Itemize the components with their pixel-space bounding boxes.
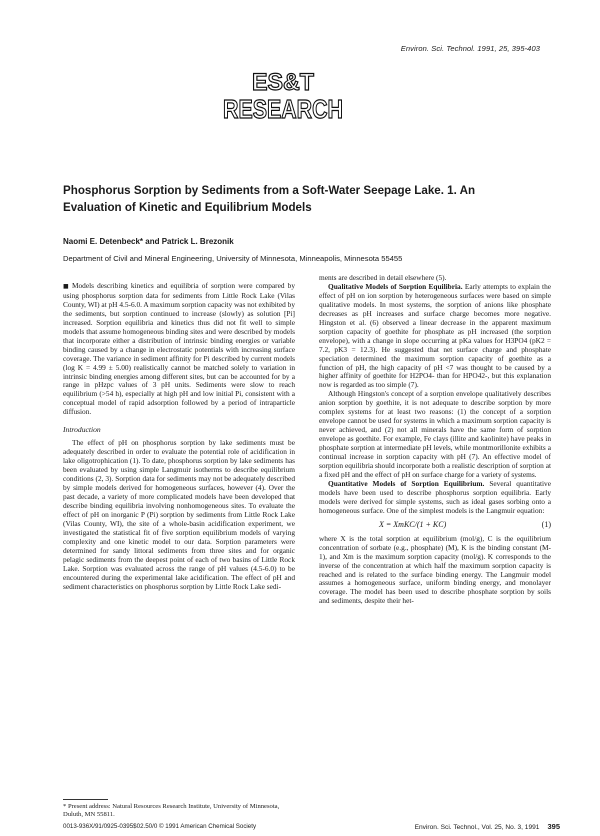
footnote: * Present address: Natural Resources Research Institute, University of Minnesota, Duluth, MN 55811. bbox=[63, 803, 280, 818]
quantitative-models-heading: Quantitative Models of Sorption Equilibrium. bbox=[328, 478, 485, 488]
quantitative-models-text: Several quantitative models have been used to describe phosphorus sorption equilibria. Early models were derived for simple systems, such as ideal gases sorbing onto a homogeneous surface. One of the simplest models is the Langmuir equation: bbox=[319, 478, 551, 515]
quantitative-models-paragraph bbox=[319, 480, 551, 516]
left-column bbox=[63, 282, 295, 591]
abstract-text: Models describing kinetics and equilibria of sorption were compared by using phosphorus sorption data for sediments from Little Rock Lake (Vilas County, WI) at pH 4.5-6.0. A maximum sorption capacity was not exhibited by the sediments, but sorption continued to increase (slowly) as solution [Pi] increased. Sorption equilibria and kinetics thus did not fit well to simple models that assume homogeneous binding sites and were described by models that incorporate either a distribution of intrinsic binding energies or variable binding caused by a change in electrostatic potentials with increasing surface coverage. The variance in sediment affinity for Pi described by current models (log K = 4.99 ± 5.00) realistically cannot be matched solely to variation in intrinsic binding energies among different sites, but can be accounted for by a range in pHzpc values of 3 pH units. Sediments were slow to reach equilibrium (>54 h), especially at high pH and low initial Pi, consistent with a conceptual model of rapid adsorption followed by a period of intraparticle diffusion. bbox=[63, 281, 296, 417]
abstract-bullet-icon: ■ bbox=[63, 283, 70, 290]
affiliation: Department of Civil and Mineral Engineering, University of Minnesota, Minneapolis, Minnesota 55455 bbox=[63, 254, 403, 263]
qualitative-models-heading: Qualitative Models of Sorption Equilibria. bbox=[328, 281, 463, 291]
footnote-divider bbox=[63, 799, 108, 800]
langmuir-equation bbox=[319, 521, 551, 530]
copyright-line: 0013-936X/91/0925-0395$02.50/0 © 1991 American Chemical Society bbox=[63, 823, 257, 830]
qualitative-models-paragraph bbox=[319, 283, 551, 390]
introduction-text: The effect of pH on phosphorus sorption by lake sediments must be adequately described in order to evaluate the potential role of acidification in lake oligotrophication (1). To date, phosphorus sorption by lake sediments has been evaluated by using simple Langmuir isotherms to describe equilibrium conditions (2, 3). Sorption data for sediments may not be adequately described by simple models derived for homogeneous surfaces, however (4). Over the past decade, a variety of more complicated models have been developed that describe binding equilibria involving nonhomogeneous sites. To evaluate the effect of pH on inorganic P (Pi) sorption by sediments from Little Rock Lake (Vilas County, WI), the site of a whole-basin acidification experiment, we investigated the statistical fit of five sorption equilibrium models of varying complexity and one kinetic model to our data. Sorption parameters were determined for sandy littoral sediments from three sites and for organic pelagic sediments from the deepest point of each of two basins of Little Rock Lake. Sorption was evaluated across the range of pH values (4.5-6.0) to be encountered during the experimental lake acidification. The effect of pH and sediment characteristics on phosphorus sorption by Little Rock Lake sedi- bbox=[63, 438, 295, 591]
journal-citation: Environ. Sci. Technol., Vol. 25, No. 3, 1991 bbox=[414, 824, 540, 831]
es-t-research-logo bbox=[222, 66, 344, 122]
authors: Naomi E. Detenbeck* and Patrick L. Brezonik bbox=[63, 237, 234, 246]
right-column bbox=[319, 274, 551, 606]
equation-body: X = XmKC/(1 + KC) bbox=[379, 519, 447, 529]
abstract bbox=[63, 282, 295, 417]
continuation-text: ments are described in detail elsewhere (5). bbox=[319, 273, 447, 282]
journal-reference: Environ. Sci. Technol. 1991, 25, 395-403 bbox=[400, 44, 540, 53]
equation-explanation: where X is the total sorption at equilibrium (mol/g), C is the equilibrium concentration of sorbate (e.g., phosphate) (M), K is the binding constant (M-1), and Xm is the maximum sorption capacity (mol/g). K corresponds to the inverse of the concentration at which half the maximum sorption capacity is reached and is related to the surface binding energy. The Langmuir model assumes a homogeneous surface, uniform binding energy, and monolayer coverage. The model has been used to describe phosphate sorption by soils and sediments, despite their het- bbox=[319, 533, 551, 606]
title-line-2: Evaluation of Kinetic and Equilibrium Models bbox=[63, 201, 312, 214]
envelope-paragraph: Although Hingston's concept of a sorption envelope qualitatively describes anion sorption by goethite, it is not adequate to describe sorption by more complex systems for at least two reasons: (1) the concept of a sorption envelope cannot be used for systems in which a maximum sorption capacity is never achieved, and (2) not all minerals have the same form of sorption envelope as goethite. For example, Fe clays (illite and kaolinite) have peaks in phosphate sorption at intermediate pH levels, while montmorillonite exhibits a continual increase in sorption capacity with pH (7). An effective model of sorption equilibria should incorporate both a realistic description of sorption at a fixed pH and the effect of pH on surface charge for a variety of systems. bbox=[319, 389, 551, 479]
qualitative-models-text: Early attempts to explain the effect of pH on ion sorption by heterogeneous surfaces were based on simple qualitative models. In most systems, the sorption of anions like phosphate decreases as pH increases and surface charge becomes more negative. Hingston et al. (6) observed a linear decrease in the apparent maximum sorption capacity of goethite for phosphate as pH increased (the sorption envelope), with a change in slope occurring at pKa values for H3PO4 (pK2 = 7.2, pK3 = 12.3). He suggested that net surface charge and phosphate speciation determined the maximum sorption capacity of goethite as a function of pH, the high capacity of pH <7 was thought to be caused by a higher affinity of goethite for H2PO4- than for HPO42-, but this explanation now is regarded as too simple (7). bbox=[319, 281, 552, 390]
article-title bbox=[63, 182, 573, 216]
abstract-paragraph bbox=[63, 282, 295, 417]
title-line-1: Phosphorus Sorption by Sediments from a Soft-Water Seepage Lake. 1. An bbox=[63, 184, 476, 197]
page-number: 395 bbox=[547, 822, 560, 831]
logo-line-est: ES&T bbox=[252, 69, 315, 96]
equation-number: (1) bbox=[541, 519, 551, 529]
journal-footer bbox=[380, 822, 560, 831]
introduction-heading: Introduction bbox=[63, 425, 101, 435]
logo-line-research: RESEARCH bbox=[223, 94, 343, 124]
